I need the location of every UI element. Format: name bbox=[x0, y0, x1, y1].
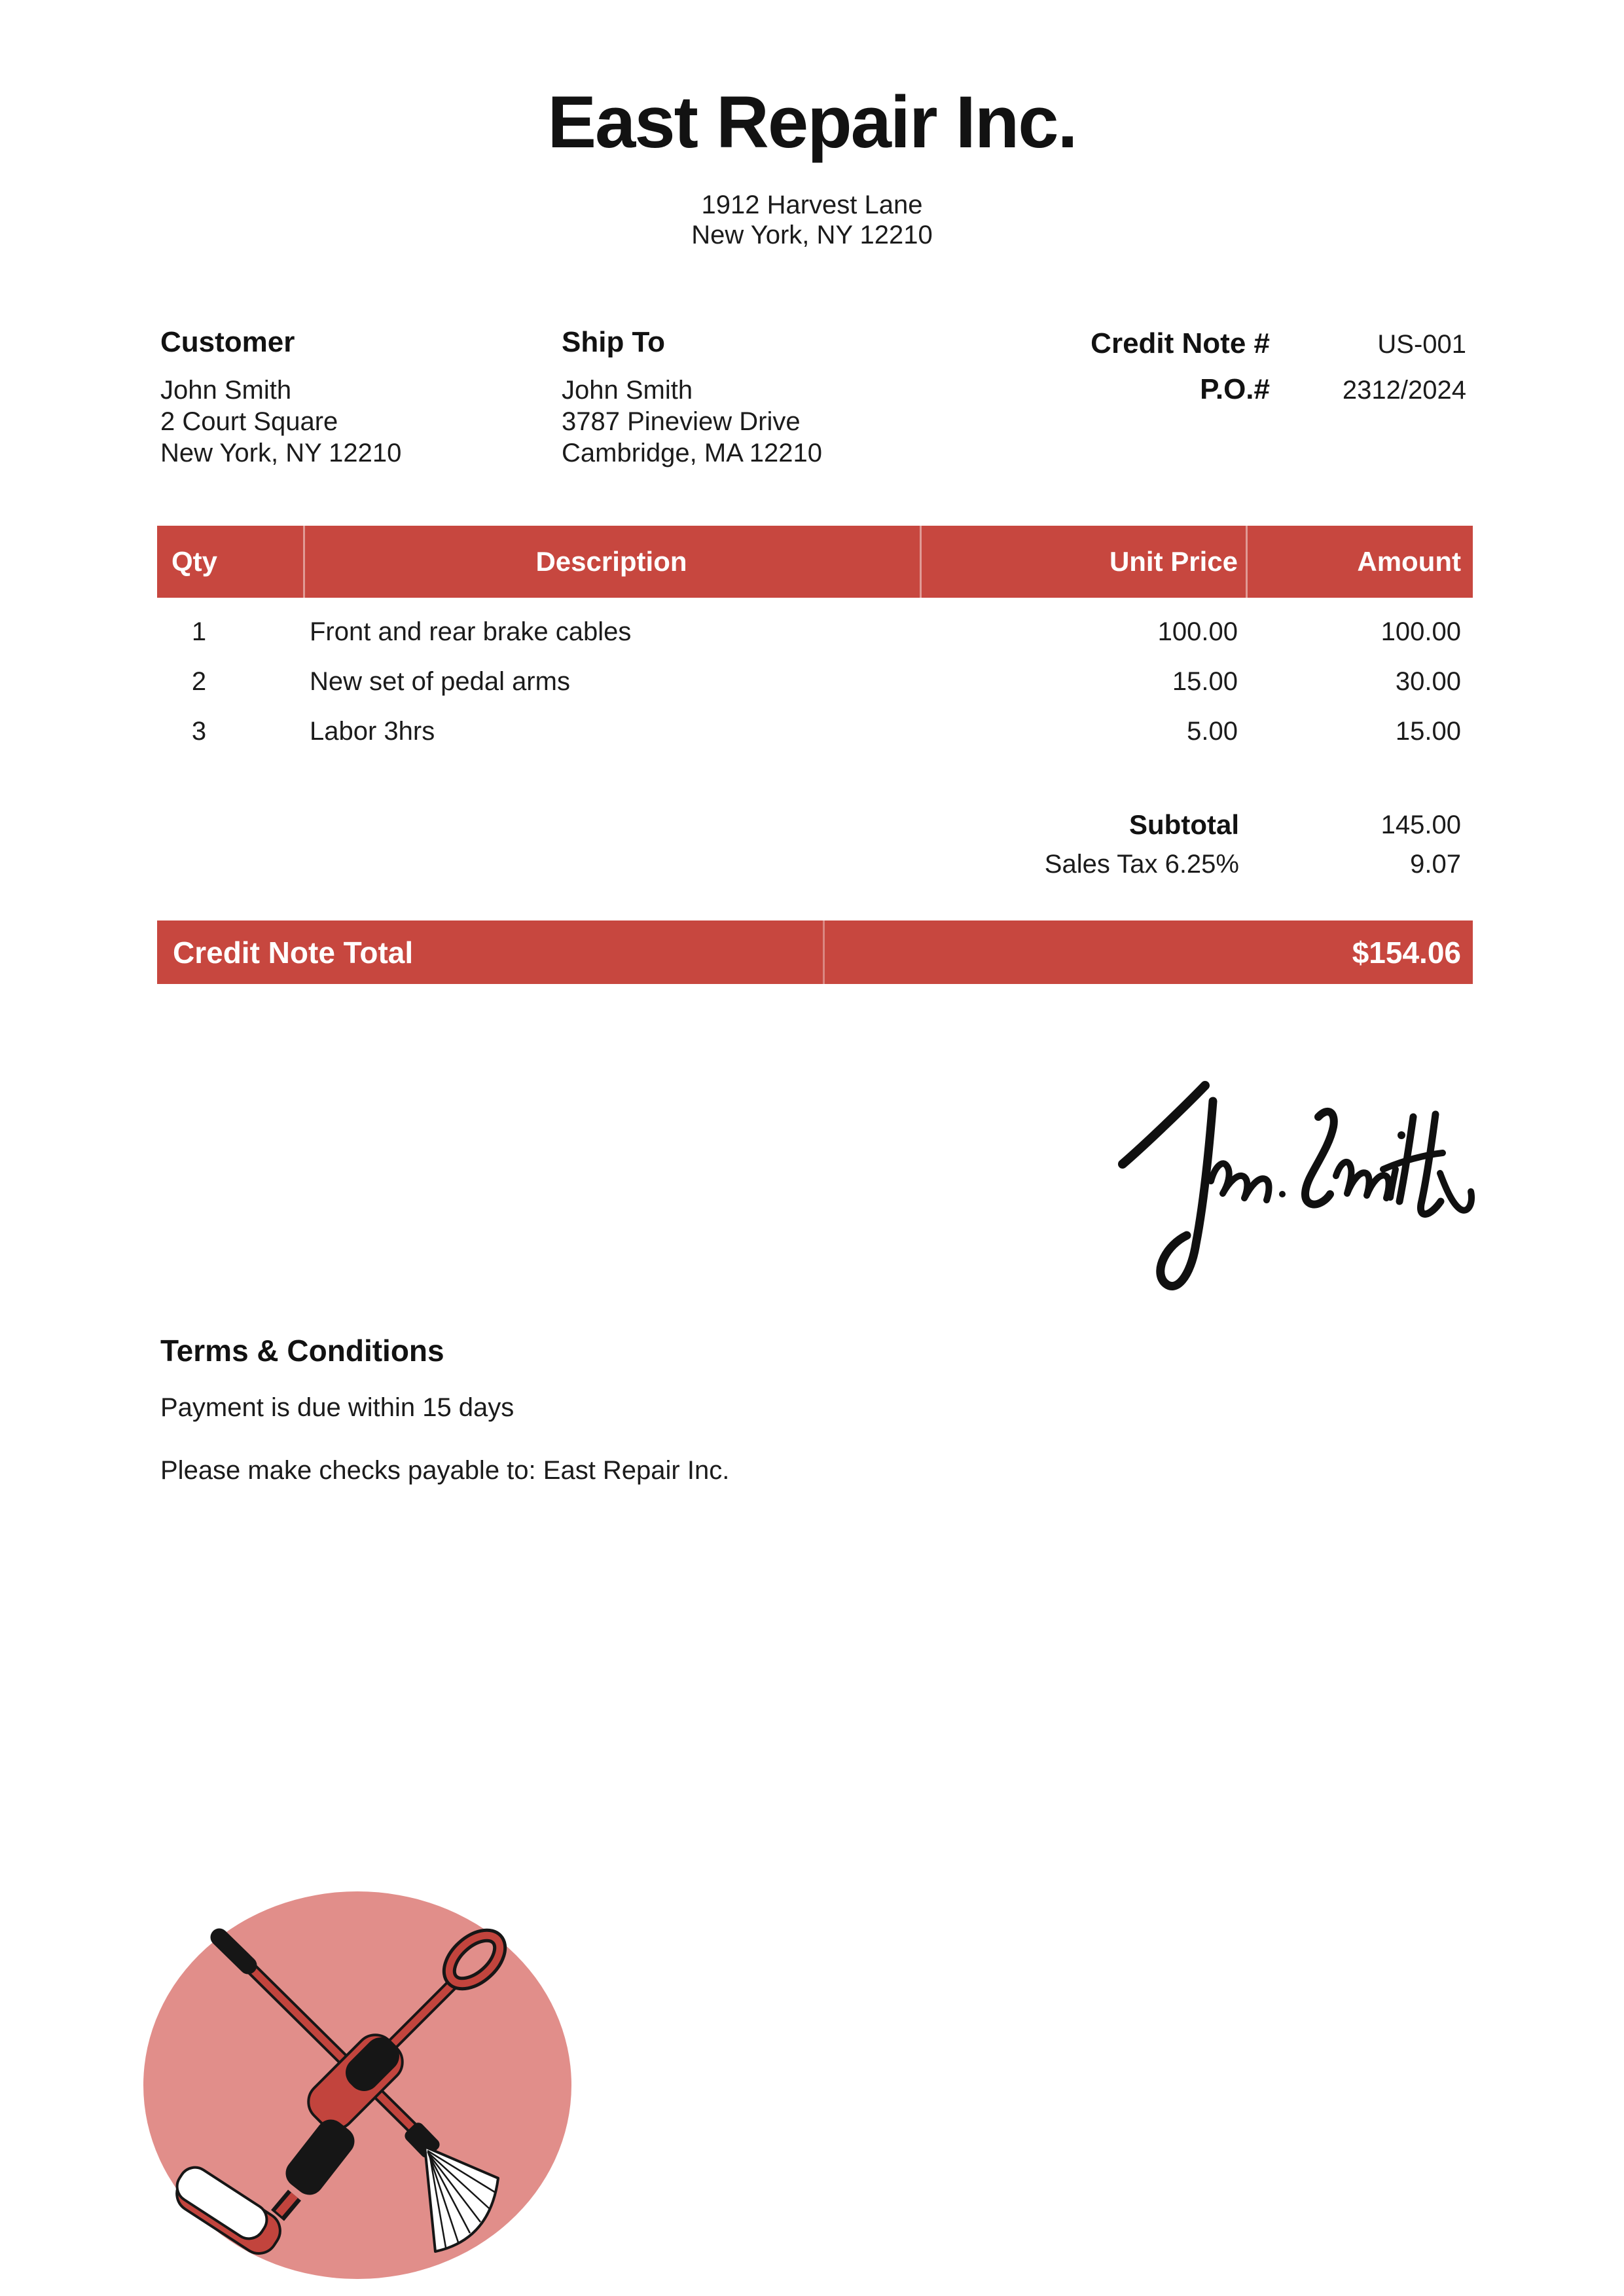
handwritten-signature-icon bbox=[1113, 1075, 1483, 1303]
items-table-header bbox=[157, 526, 1473, 598]
credit-note-total-bar bbox=[157, 920, 1473, 984]
header-description: Description bbox=[535, 546, 687, 577]
credit-note-number-value: US-001 bbox=[1377, 330, 1466, 359]
column-divider bbox=[823, 920, 825, 984]
customer-city: New York, NY 12210 bbox=[160, 439, 402, 467]
company-address-line2: New York, NY 12210 bbox=[691, 221, 933, 249]
cell-amount: 15.00 bbox=[1395, 716, 1461, 746]
company-address bbox=[0, 190, 1624, 250]
items-table-body bbox=[157, 598, 1473, 756]
customer-block bbox=[160, 326, 401, 469]
credit-note-number-label: Credit Note # bbox=[1091, 327, 1270, 359]
company-address-line1: 1912 Harvest Lane bbox=[701, 191, 923, 219]
header-qty: Qty bbox=[171, 546, 218, 577]
cleaning-tools-logo-icon bbox=[142, 1890, 573, 2280]
cell-description: New set of pedal arms bbox=[310, 666, 570, 696]
sales-tax-value: 9.07 bbox=[1410, 850, 1461, 879]
po-number-value: 2312/2024 bbox=[1342, 376, 1466, 405]
terms-line: Payment is due within 15 days bbox=[160, 1393, 514, 1422]
header-amount: Amount bbox=[1357, 546, 1461, 577]
terms-heading: Terms & Conditions bbox=[160, 1334, 444, 1368]
cell-amount: 30.00 bbox=[1395, 666, 1461, 696]
header-unit-price: Unit Price bbox=[1109, 546, 1238, 577]
subtotal-label: Subtotal bbox=[1129, 809, 1239, 840]
column-divider bbox=[1246, 526, 1248, 598]
cell-amount: 100.00 bbox=[1380, 617, 1461, 646]
subtotal-value: 145.00 bbox=[1380, 811, 1461, 839]
ship-to-heading: Ship To bbox=[562, 326, 666, 358]
customer-street: 2 Court Square bbox=[160, 407, 338, 436]
table-row bbox=[157, 657, 1473, 706]
customer-heading: Customer bbox=[160, 326, 295, 358]
ship-to-city: Cambridge, MA 12210 bbox=[562, 439, 823, 467]
terms-line: Please make checks payable to: East Repair Inc. bbox=[160, 1456, 730, 1485]
ship-to-name: John Smith bbox=[562, 376, 693, 405]
cell-qty: 2 bbox=[191, 666, 207, 696]
cell-description: Front and rear brake cables bbox=[310, 617, 632, 646]
cell-qty: 3 bbox=[191, 716, 207, 746]
cell-unit-price: 15.00 bbox=[1172, 666, 1238, 696]
cell-qty: 1 bbox=[191, 617, 207, 646]
signature bbox=[1113, 1075, 1483, 1303]
column-divider bbox=[303, 526, 305, 598]
company-logo bbox=[142, 1890, 573, 2280]
total-value: $154.06 bbox=[1352, 935, 1461, 970]
items-table bbox=[157, 526, 1473, 756]
sales-tax-label: Sales Tax 6.25% bbox=[1044, 850, 1239, 879]
cell-unit-price: 5.00 bbox=[1187, 716, 1238, 746]
customer-name: John Smith bbox=[160, 376, 292, 405]
company-name: East Repair Inc. bbox=[547, 81, 1077, 163]
cell-description: Labor 3hrs bbox=[310, 716, 435, 746]
ship-to-street: 3787 Pineview Drive bbox=[562, 407, 801, 436]
total-label: Credit Note Total bbox=[173, 935, 414, 970]
table-row bbox=[157, 706, 1473, 756]
table-row bbox=[157, 607, 1473, 657]
ship-to-block bbox=[562, 326, 822, 469]
po-number-label: P.O.# bbox=[1200, 373, 1270, 405]
ship-to-address bbox=[562, 374, 822, 469]
column-divider bbox=[920, 526, 922, 598]
customer-address bbox=[160, 374, 401, 469]
cell-unit-price: 100.00 bbox=[1157, 617, 1238, 646]
